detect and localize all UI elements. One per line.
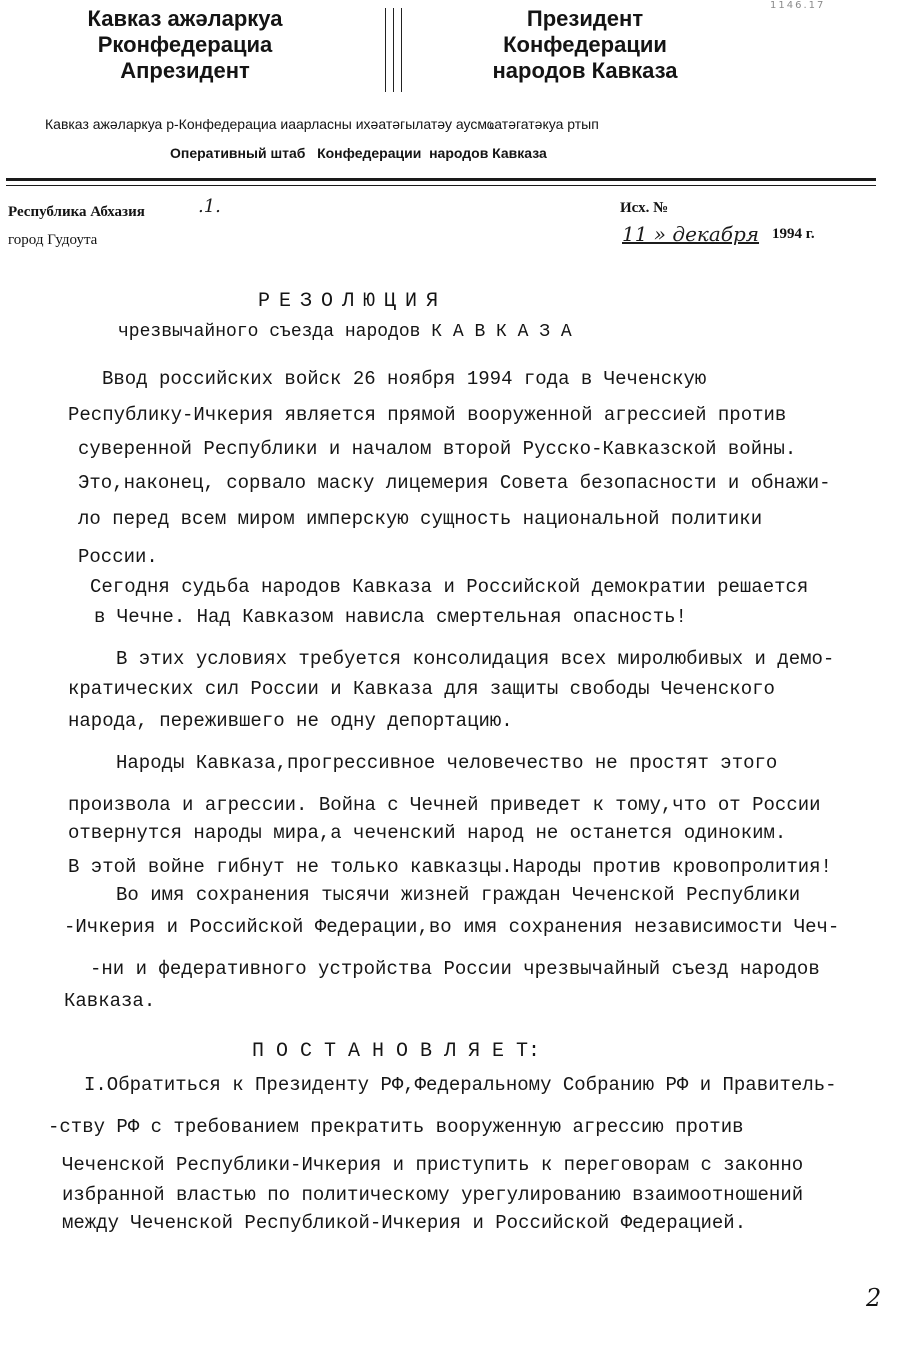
- letterhead-right: [440, 6, 730, 84]
- letterhead-right-line-3: народов Кавказа: [492, 58, 678, 83]
- body-line: В этой войне гибнут не только кавказцы.Народы против кровопролития!: [68, 856, 832, 878]
- resolution-line: между Чеченской Республикой-Ичкерия и Российской Федерацией.: [62, 1212, 747, 1234]
- body-line: -ни и федеративного устройства России чрезвычайный съезд народов: [90, 958, 820, 980]
- body-line: В этих условиях требуется консолидация всех миролюбивых и демо-: [116, 648, 835, 670]
- body-line: Сегодня судьба народов Кавказа и Российской демократии решается: [90, 576, 809, 598]
- body-line: -Ичкерия и Российской Федерации,во имя сохранения независимости Чеч-: [64, 916, 840, 938]
- body-line: кратических сил России и Кавказа для защиты свободы Чеченского: [68, 678, 775, 700]
- letterhead-divider-3: [401, 8, 402, 92]
- body-line: в Чечне. Над Кавказом нависла смертельная опасность!: [94, 606, 687, 628]
- letterhead-left-line-1: Кавказ ажәларкуа: [87, 6, 283, 31]
- meta-republic: Республика Абхазия: [8, 204, 145, 220]
- letterhead-right-line-1: Президент: [526, 6, 644, 31]
- body-line: народа, пережившего не одну депортацию.: [68, 710, 513, 732]
- body-line: Народы Кавказа,прогрессивное человечество не простят этого: [116, 752, 778, 774]
- body-line: Кавказа.: [64, 990, 156, 1012]
- letterhead-left-line-3: Апрезидент: [120, 58, 250, 83]
- document-subheading: чрезвычайного съезда народов К А В К А З А: [118, 322, 572, 342]
- letterhead-right-line-2: Конфедерации: [503, 32, 667, 57]
- page-number: 2: [866, 1284, 882, 1312]
- resolve-heading: П О С Т А Н О В Л Я Е Т:: [252, 1040, 541, 1063]
- body-line: произвола и агрессии. Война с Чечней приведет к тому,что от России: [68, 794, 821, 816]
- header-rule-thick: [6, 178, 876, 181]
- meta-city: город Гудоута: [8, 232, 98, 248]
- body-line: Это,наконец, сорвало маску лицемерия Совета безопасности и обнажи-: [78, 472, 831, 494]
- body-line: ло перед всем миром имперскую сущность национальной политики: [78, 508, 763, 530]
- body-line: Во имя сохранения тысячи жизней граждан Чеченской Республики: [116, 884, 801, 906]
- resolution-line: Чеченской Республики-Ичкерия и приступить к переговорам с законно: [62, 1154, 804, 1176]
- letterhead-left: [40, 6, 330, 84]
- letterhead-divider-2: [393, 8, 394, 92]
- body-line: России.: [78, 546, 158, 568]
- meta-outgoing-label: Исх. №: [620, 200, 669, 216]
- meta-year: 1994 г.: [772, 226, 815, 242]
- letterhead-divider-1: [385, 8, 386, 92]
- document-heading: РЕЗОЛЮЦИЯ: [258, 290, 448, 313]
- resolution-line: I.Обратиться к Президенту РФ,Федеральному Собранию РФ и Правитель-: [84, 1074, 837, 1096]
- letterhead-staff-line: Оперативный штаб Конфедерации народов Кавказа: [170, 145, 547, 161]
- meta-republic-number: .1.: [198, 196, 221, 217]
- body-line: отвернутся народы мира,а чеченский народ не останется одиноким.: [68, 822, 787, 844]
- body-line: суверенной Республики и началом второй Русско-Кавказской войны.: [78, 438, 797, 460]
- body-line: Ввод российских войск 26 ноября 1994 года в Чеченскую: [102, 368, 707, 390]
- resolution-line: избранной властью по политическому урегулированию взаимоотношений: [62, 1184, 804, 1206]
- meta-date-handwritten: 11 » декабря: [622, 222, 760, 246]
- header-rule-thin: [6, 185, 876, 186]
- body-line: Республику-Ичкерия является прямой вооруженной агрессией против: [68, 404, 787, 426]
- letterhead-abkhaz-line: Кавказ ажәларкуа р-Конфедерациа иаарласны ихәатәгылатәу аусмҩатәгатәкуа ртып: [45, 116, 599, 132]
- archive-note: 1146.17: [770, 0, 826, 11]
- letterhead-left-line-2: Рконфедерациа: [97, 32, 273, 57]
- resolution-line: -ству РФ с требованием прекратить вооруженную агрессию против: [48, 1116, 744, 1138]
